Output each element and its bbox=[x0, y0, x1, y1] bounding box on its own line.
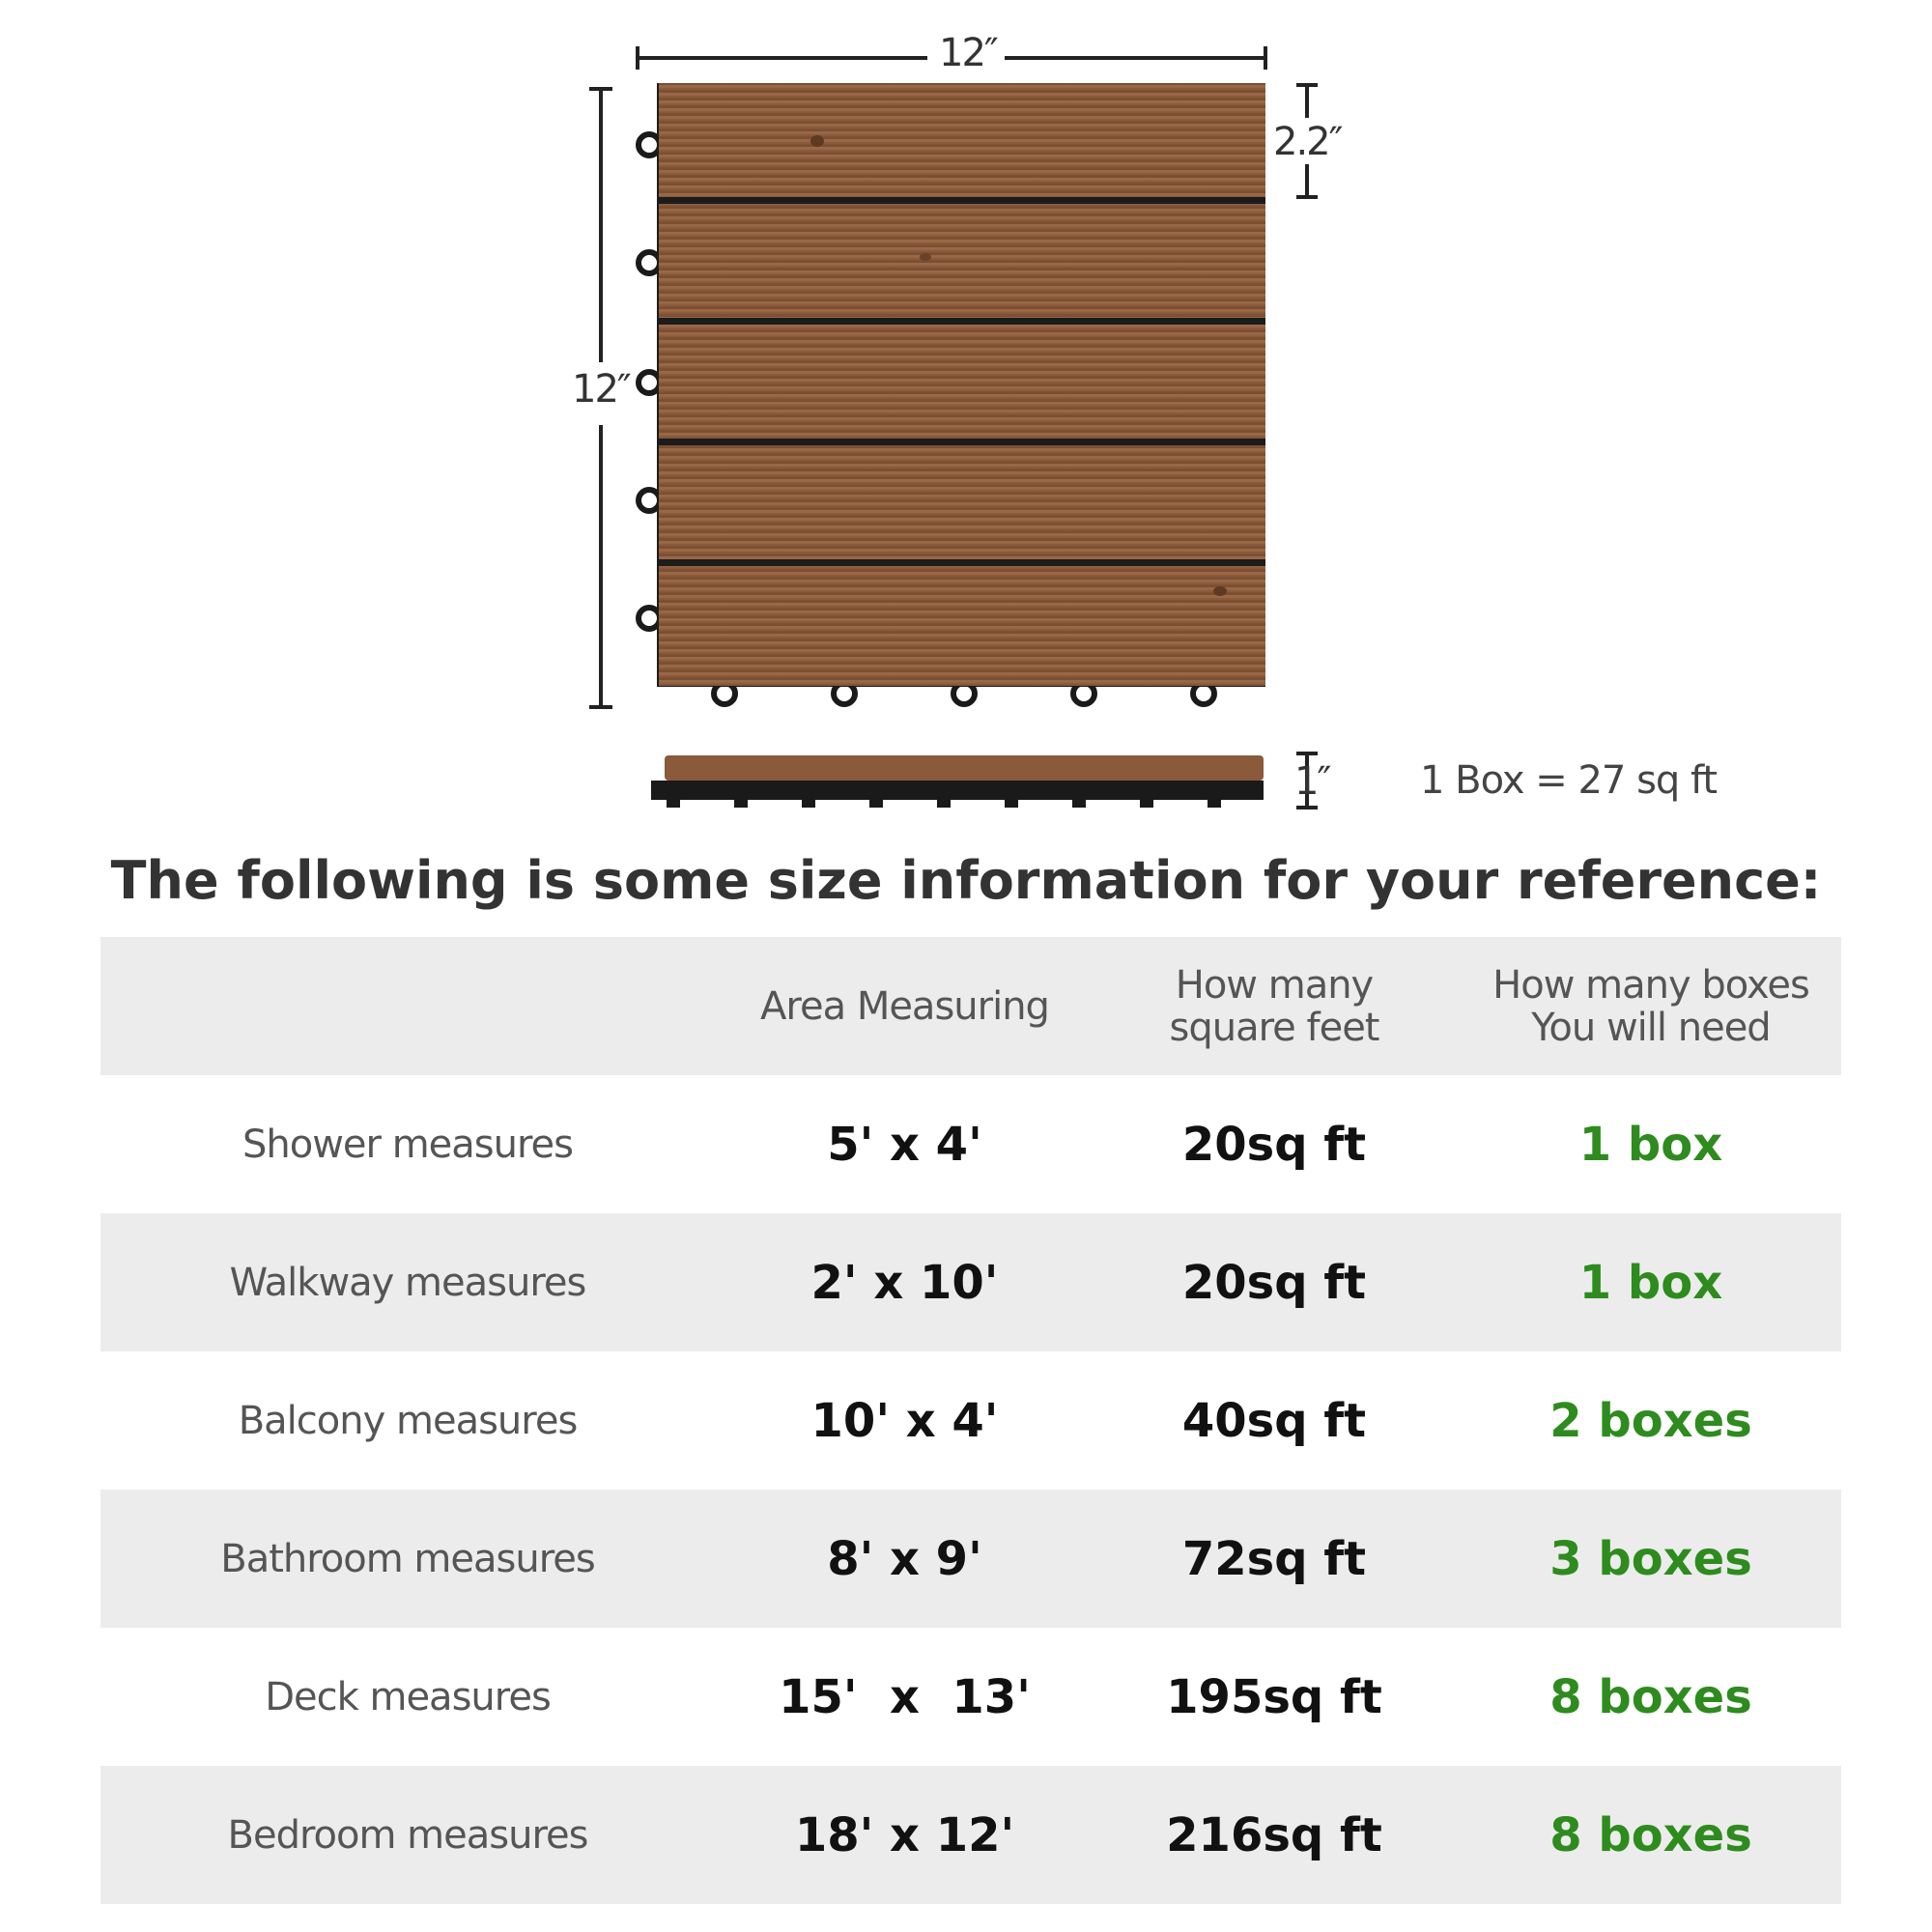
row-sqft: 40sq ft bbox=[1181, 1393, 1367, 1448]
row-label: Shower measures bbox=[242, 1122, 573, 1167]
tile-side-profile bbox=[651, 755, 1264, 808]
table-row bbox=[100, 1490, 1841, 1628]
row-label: Bathroom measures bbox=[220, 1536, 595, 1581]
tile-diagram bbox=[0, 0, 1932, 831]
side-clips bbox=[639, 134, 660, 629]
row-label: Walkway measures bbox=[229, 1260, 586, 1305]
table-row bbox=[100, 1766, 1841, 1904]
table-row bbox=[100, 1075, 1841, 1213]
row-boxes: 1 box bbox=[1578, 1117, 1723, 1172]
row-area: 10' x 4' bbox=[810, 1393, 999, 1448]
header-empty bbox=[100, 937, 715, 1075]
row-boxes: 8 boxes bbox=[1549, 1669, 1752, 1724]
header-boxes: How many boxes You will need bbox=[1492, 962, 1809, 1050]
row-sqft: 216sq ft bbox=[1166, 1807, 1382, 1862]
size-table bbox=[100, 937, 1841, 1904]
header-area: Area Measuring bbox=[760, 983, 1049, 1029]
row-area: 2' x 10' bbox=[810, 1255, 999, 1310]
row-boxes: 1 box bbox=[1578, 1255, 1723, 1310]
row-sqft: 72sq ft bbox=[1181, 1531, 1367, 1586]
row-boxes: 3 boxes bbox=[1549, 1531, 1752, 1586]
row-label: Deck measures bbox=[265, 1674, 551, 1719]
width-label: 12″ bbox=[939, 31, 997, 75]
header-sqft: How many square feet bbox=[1169, 962, 1379, 1050]
row-sqft: 20sq ft bbox=[1181, 1255, 1367, 1310]
row-sqft: 195sq ft bbox=[1166, 1669, 1382, 1724]
page-heading: The following is some size information for your reference: bbox=[110, 850, 1822, 911]
row-area: 18' x 12' bbox=[794, 1807, 1015, 1862]
row-boxes: 2 boxes bbox=[1549, 1393, 1752, 1448]
row-label: Balcony measures bbox=[238, 1398, 578, 1443]
slat-width-label: 2.2″ bbox=[1273, 120, 1342, 164]
row-area: 8' x 9' bbox=[827, 1531, 982, 1586]
row-label: Bedroom measures bbox=[227, 1812, 588, 1858]
table-header-row bbox=[100, 937, 1841, 1075]
row-area: 15' x 13' bbox=[779, 1669, 1031, 1724]
row-boxes: 8 boxes bbox=[1549, 1807, 1752, 1862]
row-sqft: 20sq ft bbox=[1181, 1117, 1367, 1172]
table-row bbox=[100, 1213, 1841, 1351]
row-area: 5' x 4' bbox=[827, 1117, 982, 1172]
thickness-label: 1″ bbox=[1294, 759, 1330, 804]
table-row bbox=[100, 1351, 1841, 1490]
table-row bbox=[100, 1628, 1841, 1766]
box-coverage-note: 1 Box = 27 sq ft bbox=[1420, 758, 1718, 803]
height-label: 12″ bbox=[572, 367, 630, 412]
wood-slats bbox=[659, 83, 1265, 686]
